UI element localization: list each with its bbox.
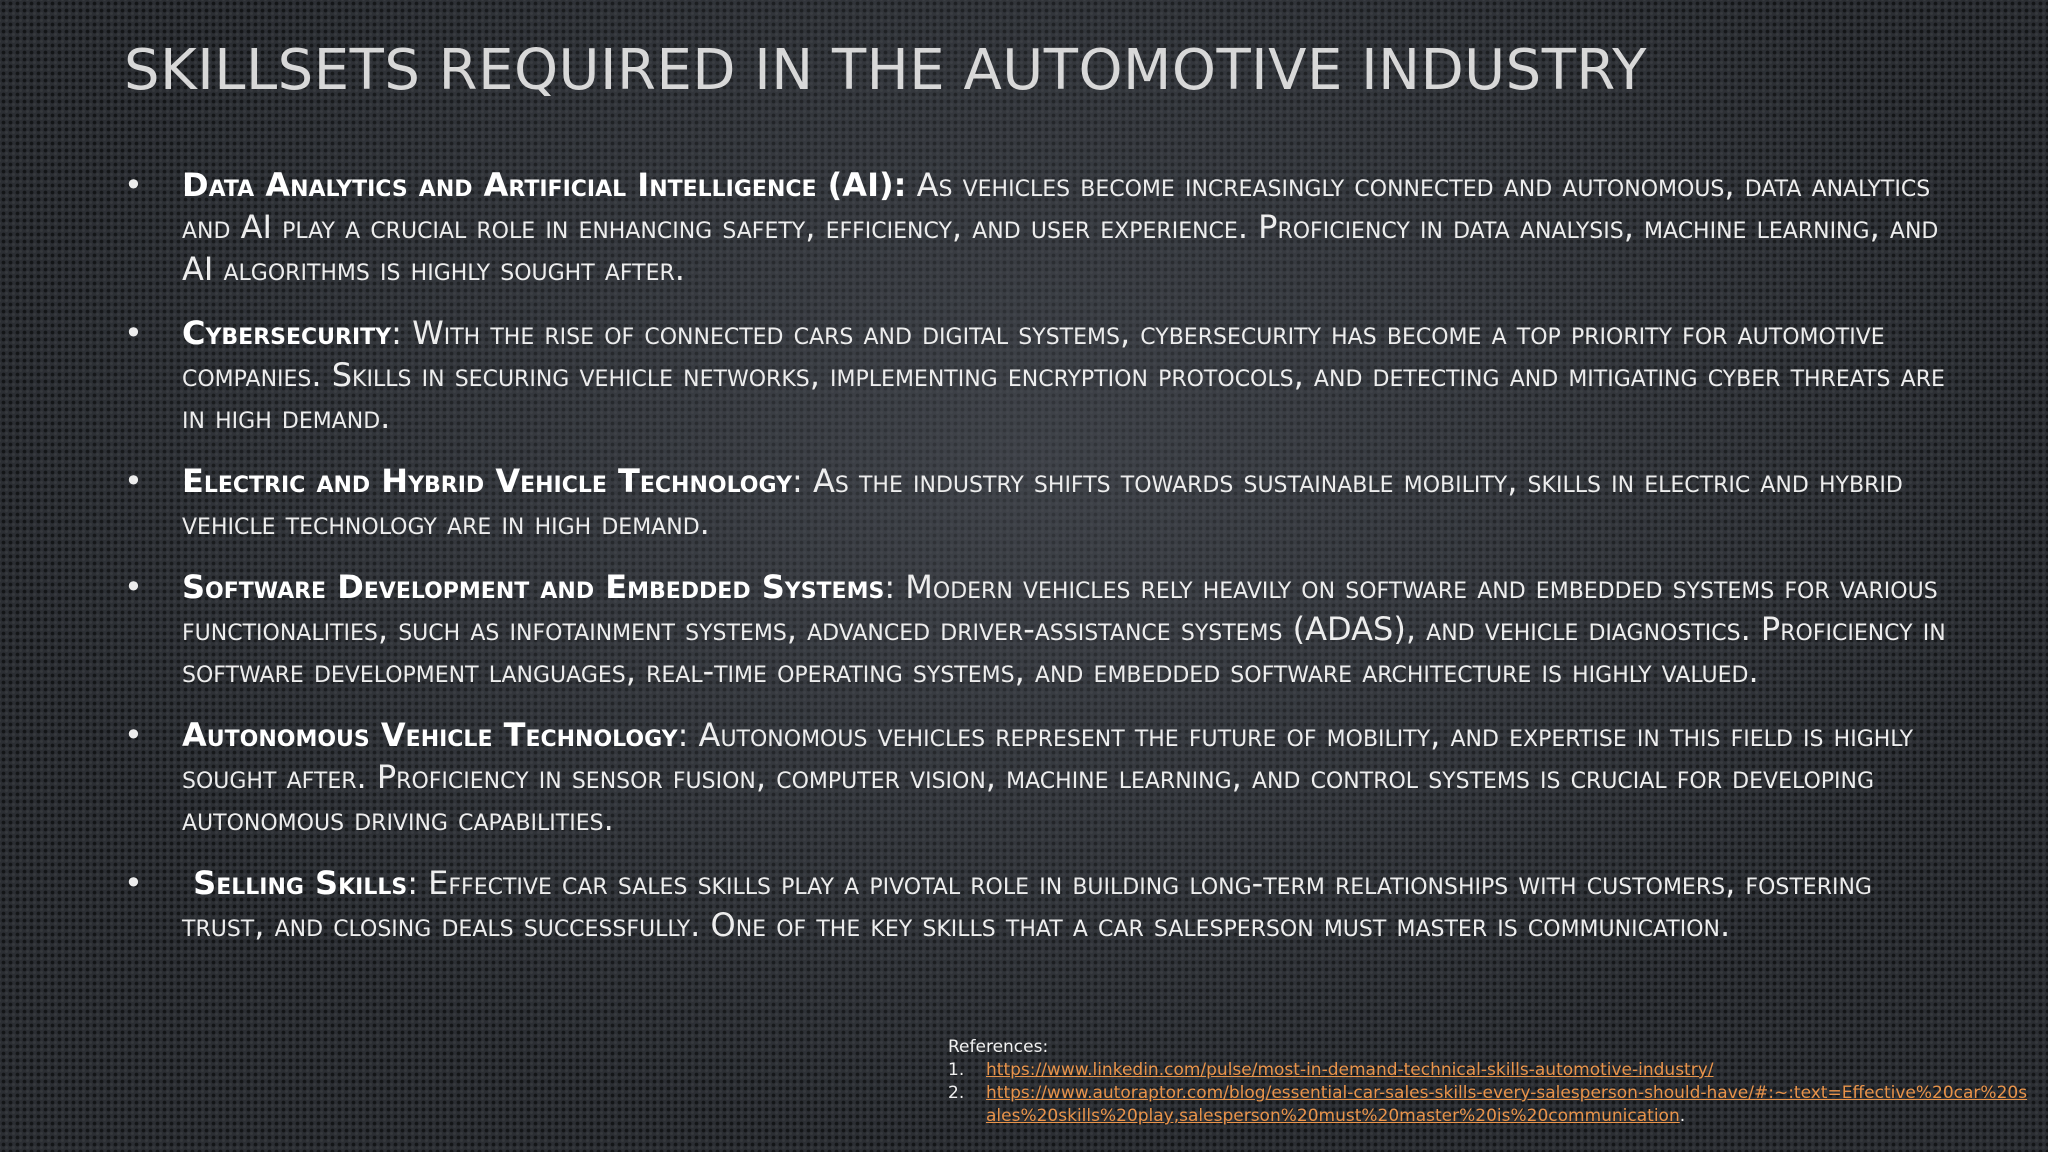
bullet-item (124, 714, 1964, 840)
bullet-marker: • (124, 568, 143, 606)
bullet-heading: Cybersecurity (182, 314, 392, 352)
references-title: References: (948, 1037, 1049, 1057)
bullet-marker: • (124, 716, 143, 754)
bullet-heading: Data Analytics and Artificial Intelligence (AI): (182, 166, 907, 204)
bullet-text: : Autonomous vehicles represent the future of mobility, and expertise in this field is highly sought after. Proficiency in sensor fusion, computer vision, machine learning, and control systems is crucial for developing autonomous driving capabilities. (182, 716, 1914, 838)
bullet-item (124, 164, 1964, 290)
bullet-heading: Autonomous Vehicle Technology (182, 716, 678, 754)
reference-number: 2. (948, 1083, 965, 1103)
slide-title: SKILLSETS REQUIRED IN THE AUTOMOTIVE INDUSTRY (124, 38, 1647, 103)
reference-item (948, 1082, 2028, 1128)
reference-item (948, 1059, 2028, 1082)
reference-link-linkedin[interactable]: https://www.linkedin.com/pulse/most-in-demand-technical-skills-automotive-industry/ (986, 1060, 1714, 1080)
bullet-marker: • (124, 864, 143, 902)
reference-suffix: . (1679, 1106, 1686, 1126)
bullet-text: : With the rise of connected cars and digital systems, cybersecurity has become a top priority for automotive companies. Skills in securing vehicle networks, implementing encryption protocols, and detecting and mitigating cyber threats are in high demand. (182, 314, 1945, 436)
bullet-heading: Selling Skills (182, 864, 408, 902)
bullet-heading: Software Development and Embedded Systems (182, 568, 885, 606)
bullet-text: : Modern vehicles rely heavily on software and embedded systems for various functionalities, such as infotainment systems, advanced driver-assistance systems (ADAS), and vehicle diagnostics. Proficiency in software development languages, real-time operating systems, and embedded software architecture is highly valued. (182, 568, 1946, 690)
bullet-heading: Electric and Hybrid Vehicle Technology (182, 462, 793, 500)
reference-number: 1. (948, 1060, 965, 1080)
bullet-item (124, 460, 1964, 544)
bullet-text: : Effective car sales skills play a pivotal role in building long-term relationships with customers, fostering trust, and closing deals successfully. One of the key skills that a car salesperson must master is communication. (182, 864, 1872, 944)
bullet-item (124, 566, 1964, 692)
bullet-text: : As the industry shifts towards sustainable mobility, skills in electric and hybrid vehicle technology are in high demand. (182, 462, 1903, 542)
references (948, 1036, 2028, 1128)
bullet-text: As vehicles become increasingly connected and autonomous, data analytics and AI play a crucial role in enhancing safety, efficiency, and user experience. Proficiency in data analysis, machine learning, and AI algorithms is highly sought after. (182, 166, 1939, 288)
bullet-marker: • (124, 314, 143, 352)
bullet-marker: • (124, 462, 143, 500)
bullet-marker: • (124, 166, 143, 204)
reference-link-autoraptor[interactable]: https://www.autoraptor.com/blog/essential-car-sales-skills-every-salesperson-should-have/#:~:text=Effective%20car%20sales%20skills%20play,salesperson%20must%20master%20is%20communication (986, 1083, 2028, 1126)
bullet-item (124, 312, 1964, 438)
bullet-list (124, 164, 1964, 968)
bullet-item (124, 862, 1964, 946)
